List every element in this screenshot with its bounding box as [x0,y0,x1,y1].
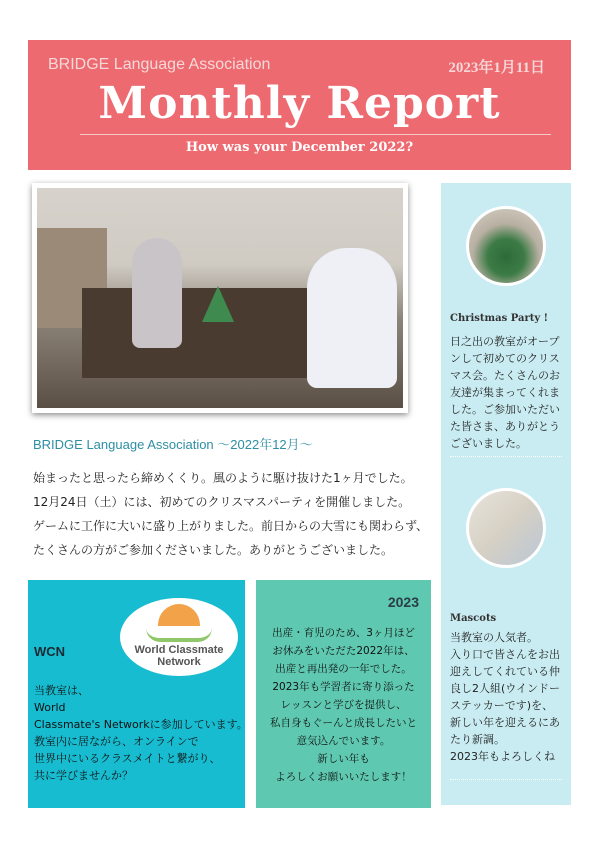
year-box [256,580,431,808]
year-line: 私自身もぐーんと成長したいと [270,717,417,729]
christmas-line: ンして初めてのクリス [450,352,560,365]
article-line: 始まったと思ったら締めくくり。風のように駆け抜けた1ヶ月でした。 [33,471,413,485]
page-subtitle: How was your December 2022? [185,140,414,155]
classroom-photo-image [37,188,403,408]
wcn-box [28,580,248,808]
christmas-photo [466,206,546,286]
sidebar-divider [450,779,562,780]
wcn-line: 教室内に居ながら、オンラインで [34,735,199,748]
org-name: BRIDGE Language Association [48,56,271,73]
year-text [256,624,431,786]
christmas-heading: Christmas Party ! [450,313,549,324]
sidebar [441,183,571,805]
year-line: 出産と再出発の一年でした。 [275,663,412,675]
year-heading: 2023 [387,594,419,610]
photo-child-left [132,238,182,348]
christmas-line: た皆さま、ありがとう [450,420,560,433]
year-line: 新しい年も [317,753,370,765]
christmas-line: 日之出の教室がオープ [450,335,560,348]
year-line: 2023年も学習者に寄り添った [272,681,415,693]
mascots-line: 迎えしてくれている仲 [450,665,560,678]
wcn-label: WCN [34,644,66,659]
year-line: 意気込んでいます。 [296,735,391,747]
wcn-line: World [34,701,66,714]
article-line: 12月24日（土）には、初めてのクリスマスパーティを開催しました。 [33,495,411,509]
wave-icon [146,628,212,642]
christmas-text [450,333,568,452]
mascots-line: 2023年もよろしくね [450,750,555,763]
year-line: 出産・育児のため、3ヶ月ほど [272,627,415,639]
wcn-line: Classmate's Networkに参加しています。 [34,718,248,731]
sidebar-divider [450,456,562,457]
year-line: レッスンと学びを提供し、 [280,699,407,711]
article-body [33,466,433,562]
wcn-text [34,682,248,784]
wcn-logo [120,598,238,676]
mascots-line: たり新調。 [450,733,505,746]
year-line: お休みをいただた2022年は、 [272,645,415,657]
header-divider [80,134,551,135]
article-line: ゲームに工作に大いに盛り上がりました。前日からの大雪にも関わらず、 [33,519,429,533]
report-date: 2023年1月11日 [448,60,545,76]
article-title: BRIDGE Language Association 〜2022年12月〜 [33,437,313,452]
mascots-photo [466,488,546,568]
photo-child-right [307,248,397,388]
wcn-line: 世界中にいるクラスメイトと繋がり、 [34,752,221,765]
globe-icon [158,604,200,626]
photo-christmas-tree [202,286,234,322]
mascots-line: 新しい年を迎えるにあ [450,716,560,729]
mascots-line: 良し2人組(ウインドー [450,682,560,695]
wcn-logo-line1: World Classmate [134,644,224,656]
christmas-line: した。ご参加いただい [450,403,560,416]
classroom-photo [32,183,408,413]
year-line: よろしくお願いいたします！ [275,771,412,783]
mascots-heading: Mascots [450,613,497,624]
page-title: Monthly Report [98,78,501,129]
mascots-text [450,629,568,765]
mascots-line: 入り口で皆さんをお出 [450,648,560,661]
christmas-line: ございました。 [450,437,527,450]
wcn-line: 当教室は、 [34,684,89,697]
mascots-line: 当教室の人気者。 [450,631,538,644]
christmas-line: 友達が集まってくれま [450,386,560,399]
wcn-line: 共に学びませんか？ [34,769,133,782]
article-line: たくさんの方がご参加くださいました。ありがとうございました。 [33,543,394,557]
christmas-line: マス会。たくさんのお [450,369,560,382]
header-banner [28,40,571,170]
mascots-line: ステッカーです)を、 [450,699,554,712]
wcn-logo-line2: Network [157,656,201,668]
